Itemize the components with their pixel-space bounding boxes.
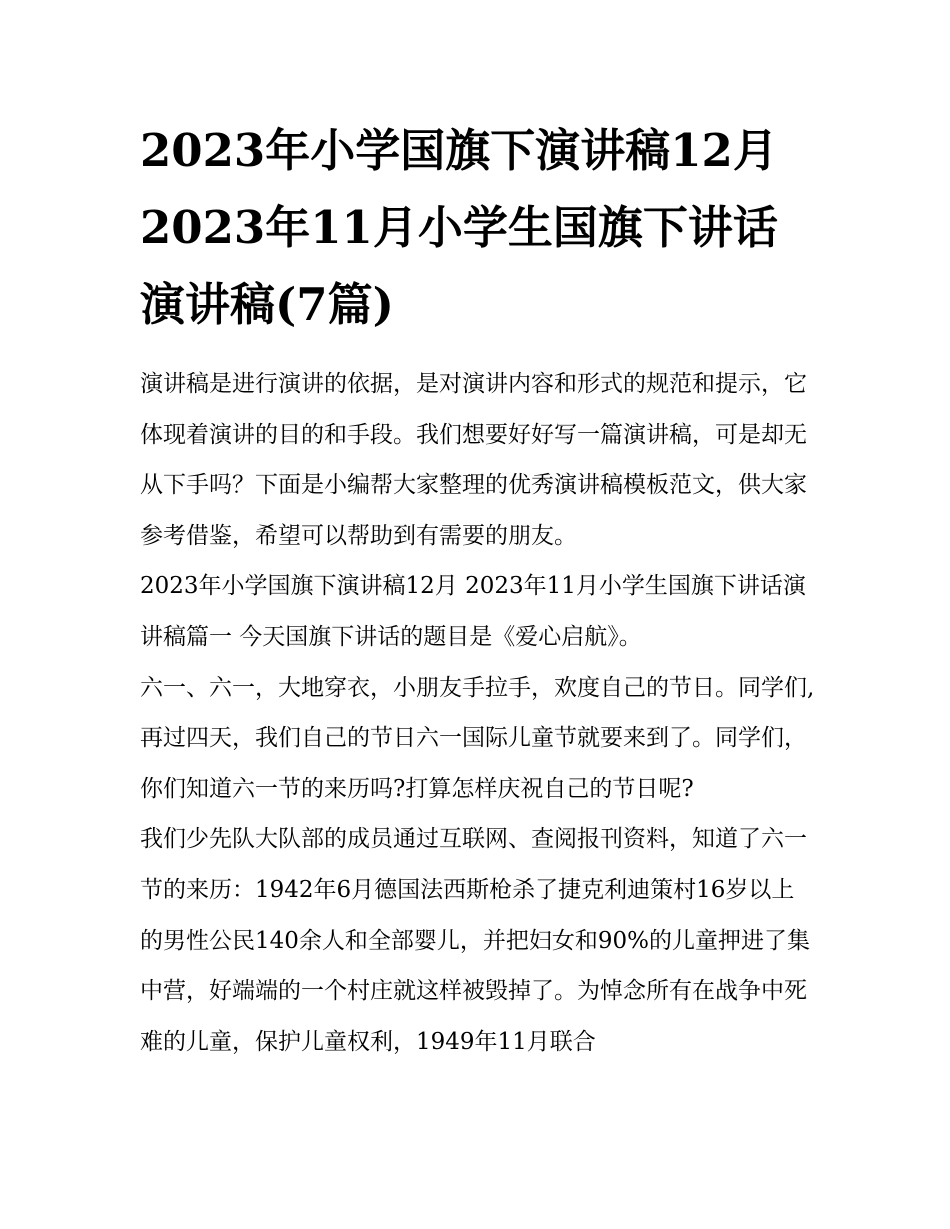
document-body [140, 359, 815, 1067]
paragraph-history: 我们少先队大队部的成员通过互联网、查阅报刊资料，知道了六一节的来历：1942年6月德国法西斯枪杀了捷克利迪策村16岁以上的男性公民140余人和全部婴儿，并把妇女和90%的儿童押进了集中营，好端端的一个村庄就这样被毁掉了。为悼念所有在战争中死难的儿童，保护儿童权利，1949年11月联合 [140, 826, 811, 1055]
paragraph-children-day: 六一、六一，大地穿衣，小朋友手拉手，欢度自己的节日。同学们,再过四天，我们自己的节日六一国际儿童节就要来到了。同学们，你们知道六一节的来历吗?打算怎样庆祝自己的节日呢? [140, 674, 815, 802]
document-title: 2023年小学国旗下演讲稿12月 2023年11月小学生国旗下讲话演讲稿(7篇) [140, 124, 778, 331]
paragraph-heading-one: 2023年小学国旗下演讲稿12月 2023年11月小学生国旗下讲话演讲稿篇一 今天国旗下讲话的题目是《爱心启航》。 [140, 573, 806, 650]
document-content [140, 112, 815, 1067]
paragraph-intro: 演讲稿是进行演讲的依据，是对演讲内容和形式的规范和提示，它体现着演讲的目的和手段。我们想要好好写一篇演讲稿，可是却无从下手吗？下面是小编帮大家整理的优秀演讲稿模板范文，供大家参考借鉴，希望可以帮助到有需要的朋友。 [140, 371, 807, 549]
